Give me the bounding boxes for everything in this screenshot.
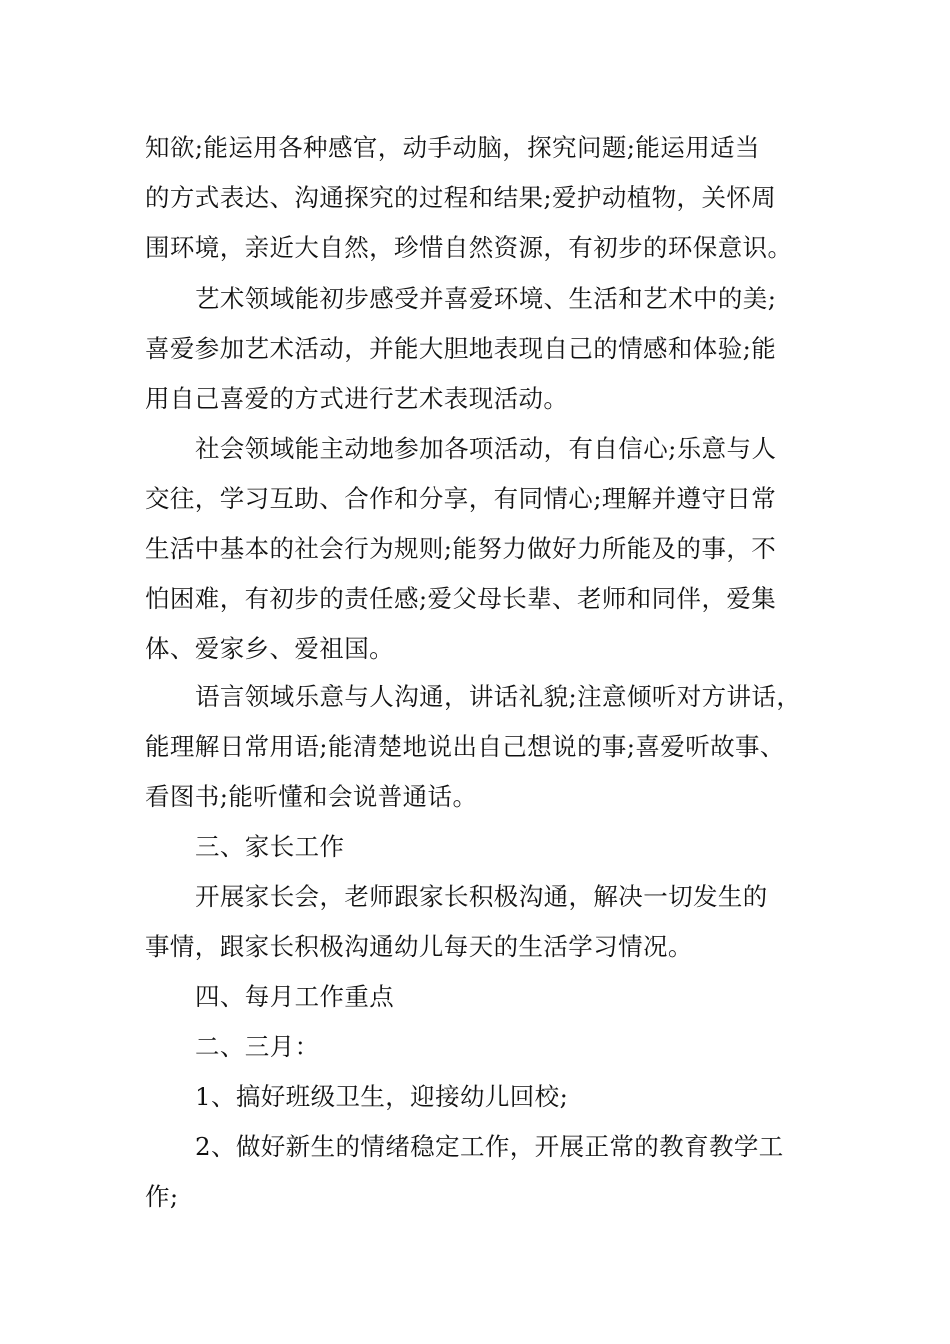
text-line: 喜爱参加艺术活动，并能大胆地表现自己的情感和体验;能 (145, 334, 777, 363)
text-line: 能理解日常用语;能清楚地说出自己想说的事;喜爱听故事、 (145, 732, 785, 761)
paragraph-start-line: 社会领域能主动地参加各项活动，有自信心;乐意与人 (195, 434, 777, 463)
text-line: 的方式表达、沟通探究的过程和结果;爱护动植物，关怀周 (145, 183, 777, 212)
text-line: 看图书;能听懂和会说普通话。 (145, 782, 478, 811)
text-line: 交往，学习互助、合作和分享，有同情心;理解并遵守日常 (145, 484, 777, 513)
paragraph-start-line: 开展家长会，老师跟家长积极沟通，解决一切发生的 (195, 882, 768, 911)
text-line: 用自己喜爱的方式进行艺术表现活动。 (145, 384, 569, 413)
text-line: 怕困难，有初步的责任感;爱父母长辈、老师和同伴，爱集 (145, 584, 777, 613)
subsection-heading: 二、三月： (195, 1032, 320, 1061)
list-item: 2、做好新生的情绪稳定工作，开展正常的教育教学工 (195, 1132, 784, 1161)
text-line: 围环境，亲近大自然，珍惜自然资源，有初步的环保意识。 (145, 233, 793, 262)
paragraph-start-line: 艺术领域能初步感受并喜爱环境、生活和艺术中的美; (195, 284, 777, 313)
section-heading: 三、家长工作 (195, 832, 345, 861)
text-line: 体、爱家乡、爱祖国。 (145, 634, 394, 663)
list-item: 1、搞好班级卫生，迎接幼儿回校; (195, 1082, 569, 1111)
text-line: 作; (145, 1182, 179, 1211)
text-line: 事情，跟家长积极沟通幼儿每天的生活学习情况。 (145, 932, 693, 961)
paragraph-start-line: 语言领域乐意与人沟通，讲话礼貌;注意倾听对方讲话， (195, 682, 802, 711)
text-line: 生活中基本的社会行为规则;能努力做好力所能及的事，不 (145, 534, 777, 563)
section-heading: 四、每月工作重点 (195, 982, 395, 1011)
text-line: 知欲;能运用各种感官，动手动脑，探究问题;能运用适当 (145, 133, 760, 162)
